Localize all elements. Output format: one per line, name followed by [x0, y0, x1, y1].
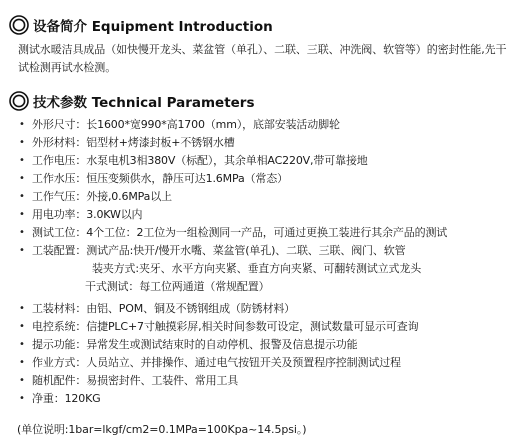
spec-value: 3.0KW以内 — [86, 208, 143, 221]
spec-list — [9, 116, 514, 408]
spec-value: 铝型材+烤漆封板+不锈钢水槽 — [86, 136, 235, 149]
spec-value: 异常发生或测试结束时的自动停机、报警及信息提示功能 — [86, 338, 358, 351]
bullet-icon: • — [19, 227, 25, 238]
spec-label: 工作气压： — [32, 190, 87, 203]
spec-item-fixture-config — [18, 242, 514, 296]
spec-value: 水泵电机3相380V（标配），其余单相AC220V,带可靠接地 — [86, 154, 368, 167]
bullet-icon: • — [19, 245, 25, 256]
spec-value: 恒压变频供水，静压可达1.6MPa（常态） — [86, 172, 288, 185]
spec-subline: 干式测试：每工位两通道（常规配置） — [85, 280, 270, 293]
bullet-icon: • — [19, 155, 25, 166]
spec-item-accessories — [18, 372, 514, 390]
spec-label: 随机配件： — [32, 374, 87, 387]
spec-item-operation — [18, 354, 514, 372]
spec-label: 工作水压： — [32, 172, 87, 185]
bullet-icon: • — [19, 339, 25, 350]
bullet-icon: • — [19, 137, 25, 148]
bullet-icon: • — [19, 375, 25, 386]
spec-item-air-pressure — [18, 188, 514, 206]
section-title: 设备简介 Equipment Introduction — [33, 19, 273, 35]
intro-paragraph: 测试水暖洁具成品（如快慢开龙头、菜盆管（单孔）、二联、三联、冲洗阀、软管等）的密封性能,先干试检测再试水检测。 — [18, 43, 507, 74]
spec-item-stations — [18, 224, 514, 242]
bullet-icon: • — [19, 119, 25, 130]
spec-label: 工装配置： — [32, 244, 87, 257]
spec-label: 作业方式： — [32, 356, 87, 369]
spec-value: 人员站立、并排操作、通过电气按钮开关及预置程序控制测试过程 — [86, 356, 401, 369]
spec-item-alerts — [18, 336, 514, 354]
section-heading-introduction — [9, 13, 514, 37]
spec-subline: 装夹方式:夹牙、水平方向夹紧、垂直方向夹紧、可翻转测试立式龙头 — [92, 262, 422, 275]
spec-item-voltage — [18, 152, 514, 170]
spec-label: 用电功率： — [32, 208, 87, 221]
bullet-icon: • — [19, 321, 25, 332]
spec-value: 由铝、POM、铜及不锈钢组成（防锈材料） — [86, 302, 296, 315]
spec-label: 工作电压： — [32, 154, 87, 167]
spec-item-power — [18, 206, 514, 224]
spec-label: 测试工位： — [32, 226, 87, 239]
spec-value: 易损密封件、工装件、常用工具 — [86, 374, 239, 387]
spec-item-water-pressure — [18, 170, 514, 188]
bullet-icon: • — [19, 303, 25, 314]
spec-value: 4个工位：2工位为一组检测同一产品，可通过更换工装进行其余产品的测试 — [86, 226, 448, 239]
unit-footnote: (单位说明:1bar=lkgf/cm2=0.1MPa=100Kpa~14.5psi。) — [17, 423, 307, 436]
bullet-icon: • — [19, 393, 25, 404]
double-circle-icon — [9, 15, 29, 35]
bullet-icon: • — [19, 357, 25, 368]
spec-label: 工装材料： — [32, 302, 87, 315]
bullet-icon: • — [19, 191, 25, 202]
spec-item-fixture-material — [18, 300, 514, 318]
spec-item-dimensions — [18, 116, 514, 134]
spec-value: 信捷PLC+7寸触摸彩屏,相关时间参数可设定，测试数量可显示可查询 — [86, 320, 419, 333]
spec-value: 120KG — [64, 392, 101, 405]
spec-label: 外形材料： — [32, 136, 87, 149]
spec-value: 外接,0.6MPa以上 — [86, 190, 172, 203]
section-title: 技术参数 Technical Parameters — [33, 95, 255, 111]
double-circle-icon — [9, 91, 29, 111]
bullet-icon: • — [19, 209, 25, 220]
spec-value: 长1600*宽990*高1700（mm），底部安装活动脚轮 — [86, 118, 340, 131]
spec-label: 电控系统： — [32, 320, 87, 333]
spec-item-material — [18, 134, 514, 152]
spec-item-net-weight — [18, 390, 514, 408]
bullet-icon: • — [19, 173, 25, 184]
spec-label: 净重： — [32, 392, 65, 405]
spec-item-control-system — [18, 318, 514, 336]
section-heading-parameters — [9, 89, 514, 113]
spec-value: 测试产品:快开/慢开水嘴、菜盆管(单孔)、二联、三联、阀门、软管 — [86, 244, 406, 257]
spec-label: 提示功能： — [32, 338, 87, 351]
spec-label: 外形尺寸： — [32, 118, 87, 131]
